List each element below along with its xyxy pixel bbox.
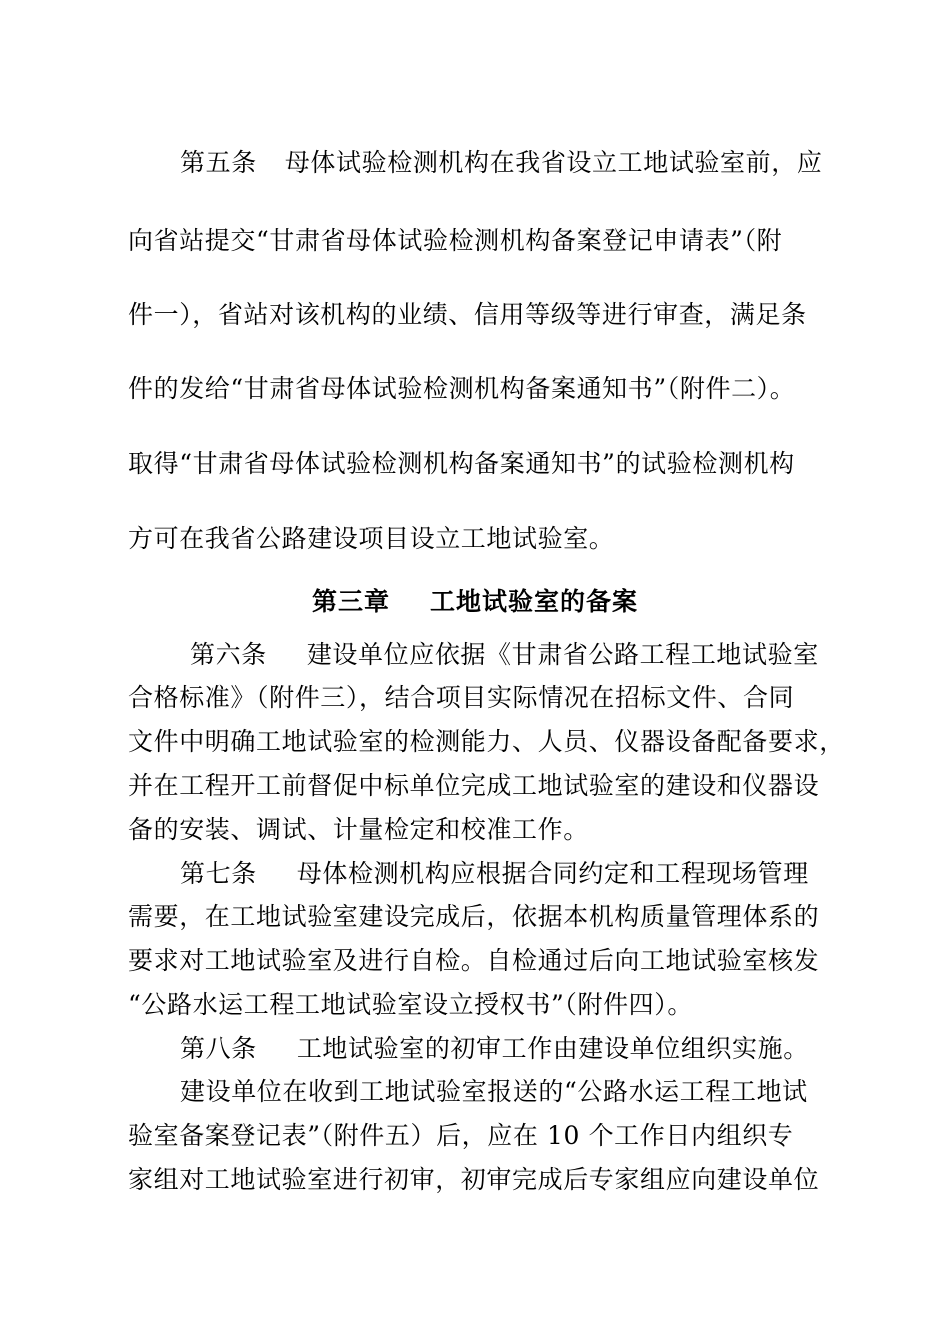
para8b-line-3: 家组对工地试验室进行初审，初审完成后专家组应向建设单位 bbox=[128, 1165, 820, 1194]
chapter-label: 第三章 bbox=[311, 587, 390, 616]
article7-line-2: 需要，在工地试验室建设完成后，依据本机构质量管理体系的 bbox=[128, 902, 820, 931]
article6-line-2: 合格标准》（附件三），结合项目实际情况在招标文件、合同 bbox=[128, 683, 795, 712]
article7-line-3: 要求对工地试验室及进行自检。自检通过后向工地试验室核发 bbox=[128, 946, 820, 975]
para8b-line-1: 建设单位在收到工地试验室报送的“公路水运工程工地试 bbox=[180, 1077, 808, 1106]
article6-line-5: 备的安装、调试、计量检定和校准工作。 bbox=[128, 815, 589, 844]
article5-line-4: 件的发给“甘肃省母体试验检测机构备案通知书”（附件二）。 bbox=[128, 374, 796, 403]
article5-line-5: 取得“甘肃省母体试验检测机构备案通知书”的试验检测机构 bbox=[128, 449, 795, 478]
para8b-line-2: 验室备案登记表”（附件五）后，应在 10 个工作日内组织专 bbox=[128, 1121, 794, 1150]
article6-line-4: 并在工程开工前督促中标单位完成工地试验室的建设和仪器设 bbox=[128, 771, 820, 800]
article6-line-3: 文件中明确工地试验室的检测能力、人员、仪器设备配备要求， bbox=[128, 727, 845, 756]
article5-line-6: 方可在我省公路建设项目设立工地试验室。 bbox=[128, 524, 615, 553]
article5-line-2: 向省站提交“甘肃省母体试验检测机构备案登记申请表”（附 bbox=[128, 226, 783, 255]
chapter-heading bbox=[0, 587, 950, 617]
article6-line-1: 第六条 建设单位应依据《甘肃省公路工程工地试验室 bbox=[190, 640, 819, 669]
article8-label: 第八条 bbox=[180, 1034, 257, 1063]
article5-line-3: 件一），省站对该机构的业绩、信用等级等进行审查，满足条 bbox=[128, 300, 807, 329]
article6-label: 第六条 bbox=[190, 640, 267, 669]
article7-line-4: “公路水运工程工地试验室设立授权书”（附件四）。 bbox=[128, 990, 693, 1019]
article8-line-1: 第八条 工地试验室的初审工作由建设单位组织实施。 bbox=[180, 1034, 809, 1063]
article7-label: 第七条 bbox=[180, 859, 257, 888]
article5-label: 第五条 bbox=[180, 148, 257, 177]
article5-line-1: 第五条 母体试验检测机构在我省设立工地试验室前，应 bbox=[180, 148, 823, 177]
chapter-title: 工地试验室的备案 bbox=[430, 587, 639, 616]
article7-line-1: 第七条 母体检测机构应根据合同约定和工程现场管理 bbox=[180, 859, 809, 888]
